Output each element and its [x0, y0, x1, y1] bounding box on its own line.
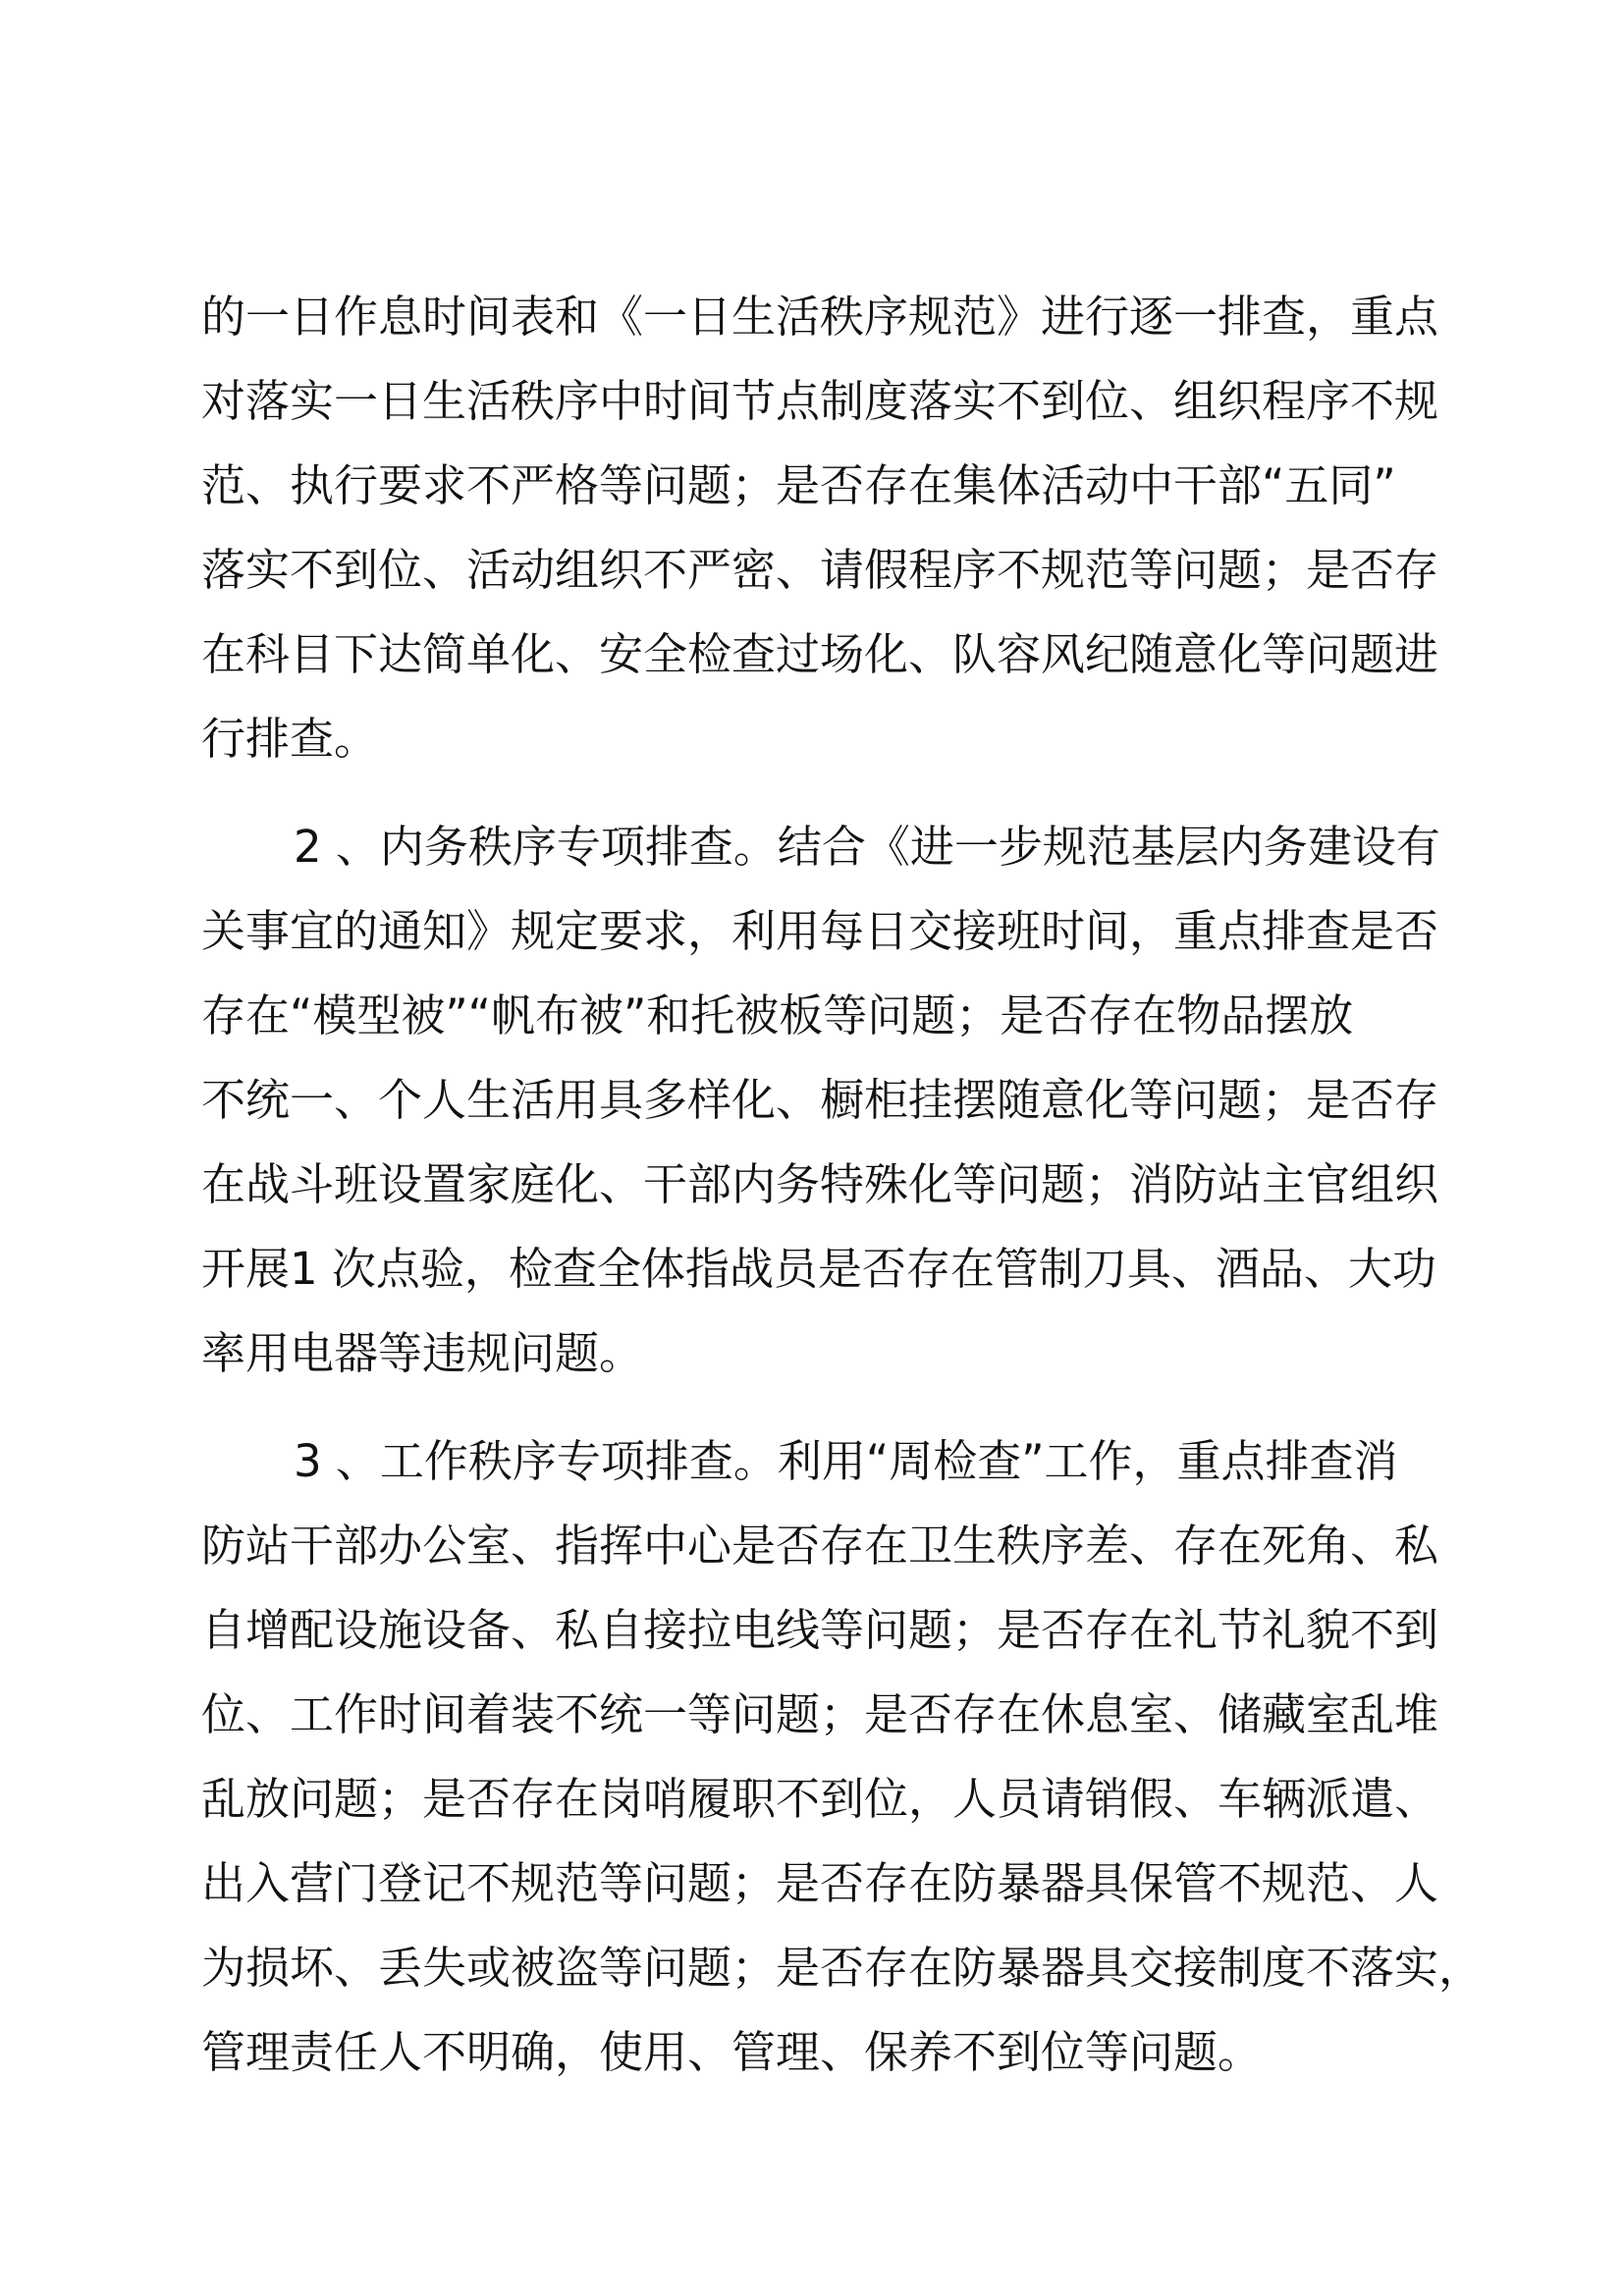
text-line: 的一日作息时间表和《一日生活秩序规范》进行逐一排查，重点	[201, 291, 1439, 343]
text-line: 行排查。	[201, 713, 379, 765]
text-line: 3 、工作秩序专项排查。利用“周检查”工作，重点排查消	[294, 1435, 1398, 1487]
text-line: 落实不到位、活动组织不严密、请假程序不规范等问题；是否存	[201, 544, 1439, 596]
paragraph-work-order-inspection	[201, 1419, 1484, 2095]
paragraph-housekeeping-inspection	[201, 805, 1446, 1396]
text-line: 在战斗班设置家庭化、干部内务特殊化等问题；消防站主官组织	[201, 1158, 1439, 1210]
text-line: 在科目下达简单化、安全检查过场化、队容风纪随意化等问题进	[201, 628, 1439, 680]
text-line: 不统一、个人生活用具多样化、橱柜挂摆随意化等问题；是否存	[201, 1074, 1439, 1126]
text-line: 出入营门登记不规范等问题；是否存在防暴器具保管不规范、人	[201, 1857, 1439, 1909]
text-line: 范、执行要求不严格等问题；是否存在集体活动中干部“五同”	[201, 459, 1396, 511]
text-line: 关事宜的通知》规定要求，利用每日交接班时间，重点排查是否	[201, 905, 1439, 957]
text-line: 管理责任人不明确，使用、管理、保养不到位等问题。	[201, 2026, 1263, 2078]
text-line: 率用电器等违规问题。	[201, 1327, 644, 1379]
text-line: 自增配设施设备、私自接拉电线等问题；是否存在礼节礼貌不到	[201, 1604, 1439, 1656]
text-line: 位、工作时间着装不统一等问题；是否存在休息室、储藏室乱堆	[201, 1688, 1439, 1740]
text-line: 乱放问题；是否存在岗哨履职不到位，人员请销假、车辆派遣、	[201, 1773, 1439, 1825]
text-line: 存在“模型被”“帆布被”和托被板等问题；是否存在物品摆放	[201, 989, 1354, 1041]
text-line: 防站干部办公室、指挥中心是否存在卫生秩序差、存在死角、私	[201, 1520, 1439, 1572]
text-line: 为损坏、丢失或被盗等问题；是否存在防暴器具交接制度不落实，	[201, 1942, 1484, 1994]
text-line: 2 、内务秩序专项排查。结合《进一步规范基层内务建设有	[294, 821, 1440, 873]
paragraph-daily-order-continued	[201, 275, 1446, 781]
text-line: 对落实一日生活秩序中时间节点制度落实不到位、组织程序不规	[201, 375, 1439, 427]
document-body	[201, 275, 1484, 2118]
text-line: 开展1 次点验，检查全体指战员是否存在管制刀具、酒品、大功	[201, 1243, 1436, 1295]
